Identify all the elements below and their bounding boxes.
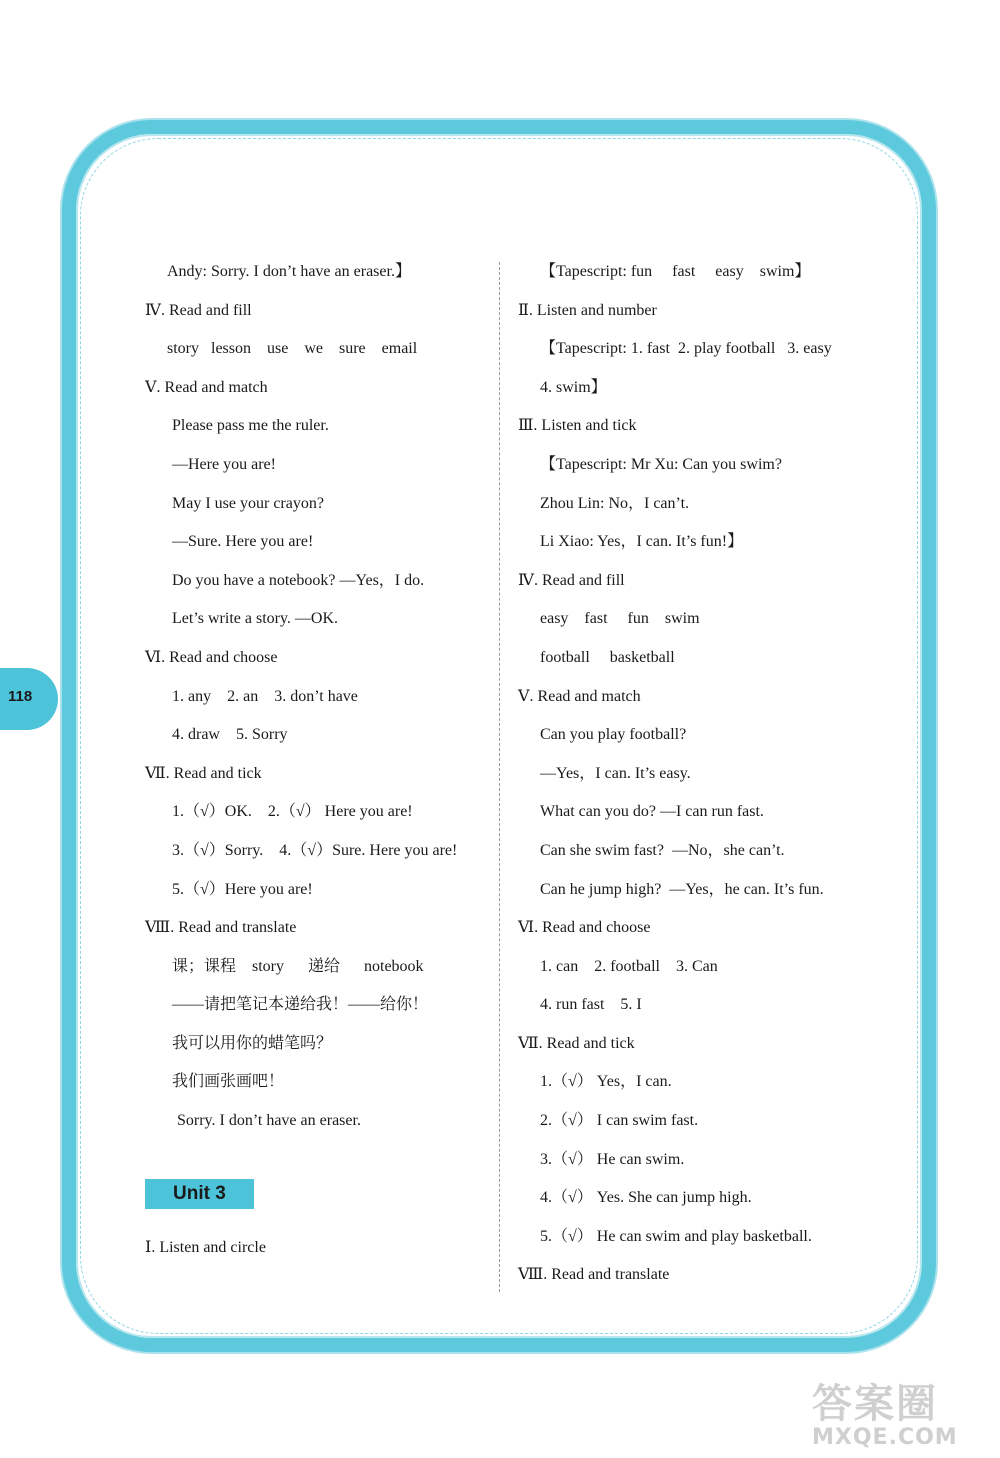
answer-line: 4. swim】 bbox=[540, 378, 607, 396]
answer-line: 课；课程 story 递给 notebook bbox=[172, 957, 424, 975]
section-heading: Ⅴ. Read and match bbox=[518, 687, 641, 705]
watermark-logo bbox=[812, 1382, 992, 1452]
answer-line: 1.（√）OK. 2.（√） Here you are! bbox=[172, 803, 413, 821]
answer-line: Please pass me the ruler. bbox=[172, 417, 329, 435]
page-number: 118 bbox=[8, 688, 33, 705]
answer-line: What can you do? —I can run fast. bbox=[540, 803, 764, 821]
section-heading: Ⅶ. Read and tick bbox=[518, 1034, 635, 1052]
section-heading: Ⅵ. Read and choose bbox=[518, 919, 651, 937]
unit-heading: Unit 3 bbox=[145, 1179, 254, 1209]
answer-line: easy fast fun swim bbox=[540, 610, 700, 628]
section-heading: Ⅴ. Read and match bbox=[145, 378, 268, 396]
answer-line: 4.（√） Yes. She can jump high. bbox=[540, 1189, 752, 1207]
answer-line: 【Tapescript: 1. fast 2. play football 3. easy bbox=[540, 340, 832, 358]
answer-line: 3.（√）Sorry. 4.（√）Sure. Here you are! bbox=[172, 841, 458, 859]
watermark-top: 答案圈 bbox=[812, 1381, 938, 1427]
section-heading: Ⅳ. Read and fill bbox=[518, 571, 625, 589]
answer-line: —Yes，I can. It’s easy. bbox=[540, 764, 691, 782]
section-heading: Ⅳ. Read and fill bbox=[145, 301, 252, 319]
answer-line: May I use your crayon? bbox=[172, 494, 324, 512]
answer-line: 4. draw 5. Sorry bbox=[172, 726, 288, 744]
right-column bbox=[518, 253, 878, 1295]
section-heading: Ⅶ. Read and tick bbox=[145, 764, 262, 782]
answer-line: —Sure. Here you are! bbox=[172, 533, 314, 551]
section-heading: Ⅱ. Listen and number bbox=[518, 301, 657, 319]
answer-line: Li Xiao: Yes，I can. It’s fun!】 bbox=[540, 533, 744, 551]
answer-line: 5.（√）Here you are! bbox=[172, 880, 313, 898]
section-heading: Ⅷ. Read and translate bbox=[145, 919, 297, 937]
answer-line: 3.（√） He can swim. bbox=[540, 1150, 685, 1168]
answer-line: 1.（√） Yes，I can. bbox=[540, 1073, 672, 1091]
answer-line: 【Tapescript: Mr Xu: Can you swim? bbox=[540, 455, 782, 473]
section-heading: Ⅲ. Listen and tick bbox=[518, 417, 637, 435]
answer-line: Let’s write a story. —OK. bbox=[172, 610, 339, 628]
left-column bbox=[145, 253, 490, 1267]
answer-line: story lesson use we sure email bbox=[167, 340, 418, 358]
right-lines bbox=[518, 253, 878, 1295]
answer-line: 1. any 2. an 3. don’t have bbox=[172, 687, 358, 705]
answer-line: 我可以用你的蜡笔吗？ bbox=[172, 1034, 333, 1052]
answer-line: 我们画张画吧！ bbox=[172, 1073, 285, 1091]
answer-line: Zhou Lin: No，I can’t. bbox=[540, 494, 690, 512]
answer-line: Sorry. I don’t have an eraser. bbox=[177, 1112, 361, 1130]
column-divider bbox=[499, 262, 500, 1292]
section-heading: Ⅰ. Listen and circle bbox=[145, 1238, 266, 1256]
unit-heading-row bbox=[145, 1179, 490, 1229]
answer-line: Do you have a notebook? —Yes，I do. bbox=[172, 571, 425, 589]
answer-line: 4. run fast 5. I bbox=[540, 996, 642, 1014]
answer-line: —Here you are! bbox=[172, 455, 276, 473]
answer-line: 5.（√） He can swim and play basketball. bbox=[540, 1227, 812, 1245]
spacer bbox=[145, 1141, 490, 1179]
answer-line: Can he jump high? —Yes，he can. It’s fun. bbox=[540, 880, 824, 898]
answer-line: Can she swim fast? —No，she can’t. bbox=[540, 841, 785, 859]
watermark-bottom: MXQE.COM bbox=[812, 1425, 958, 1450]
answer-line: ——请把笔记本递给我！——给你！ bbox=[172, 996, 429, 1014]
answer-line: 2.（√） I can swim fast. bbox=[540, 1112, 699, 1130]
section-heading: Ⅵ. Read and choose bbox=[145, 648, 278, 666]
answer-line: football basketball bbox=[540, 648, 675, 666]
answer-line: Can you play football? bbox=[540, 726, 687, 744]
section-heading: Ⅷ. Read and translate bbox=[518, 1266, 670, 1284]
left-lines bbox=[145, 253, 490, 1141]
answer-line: 1. can 2. football 3. Can bbox=[540, 957, 718, 975]
answer-line: Andy: Sorry. I don’t have an eraser.】 bbox=[167, 263, 411, 280]
answer-line: 【Tapescript: fun fast easy swim】 bbox=[540, 263, 811, 280]
